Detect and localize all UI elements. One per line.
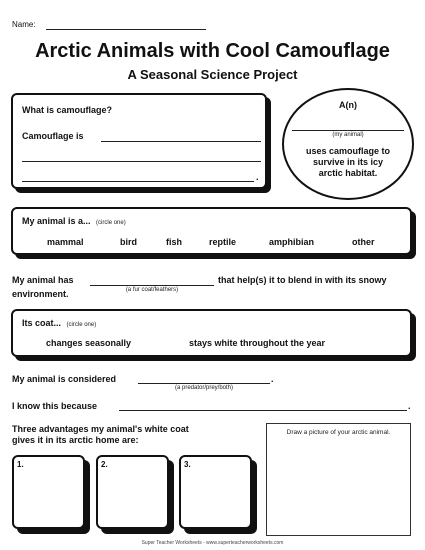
advantages-line-1: Three advantages my animal's white coat: [12, 424, 189, 434]
page-subtitle: A Seasonal Science Project: [127, 67, 298, 82]
drawing-box[interactable]: [266, 423, 411, 536]
considered-hint: (a predator/prey/both): [174, 385, 234, 391]
coat-type-line[interactable]: [90, 285, 214, 286]
option-fish[interactable]: fish: [166, 237, 183, 247]
coat-type-hint: (a fur coat/feathers): [125, 287, 179, 293]
animal-oval: [282, 88, 414, 200]
coat-hint: (circle one): [66, 322, 97, 328]
page-title: Arctic Animals with Cool Camouflage: [35, 40, 390, 62]
camouflage-line-3[interactable]: [22, 181, 254, 182]
animal-type-hint: (circle one): [96, 220, 126, 226]
oval-text-line-2: survive in its icy: [312, 157, 384, 167]
name-line[interactable]: [46, 29, 206, 30]
camouflage-box: [11, 93, 267, 189]
advantages-prompt: [12, 424, 189, 446]
camouflage-line-1[interactable]: [101, 141, 261, 142]
camouflage-line-2[interactable]: [22, 161, 261, 162]
camouflage-prompt: Camouflage is: [22, 131, 84, 141]
advantage-box-3[interactable]: [179, 455, 252, 529]
coat-box: [11, 309, 412, 357]
animal-name-line[interactable]: [292, 130, 404, 131]
advantage-box-1[interactable]: [12, 455, 85, 529]
advantage-number-1: 1.: [17, 460, 24, 469]
advantages-line-2: gives it in its arctic home are:: [12, 435, 139, 445]
drawing-box-label: Draw a picture of your arctic animal.: [286, 429, 391, 436]
advantage-box-2[interactable]: [96, 455, 169, 529]
option-bird[interactable]: bird: [120, 237, 137, 247]
coat-sentence-line-2: environment.: [12, 289, 69, 299]
name-label: Name:: [12, 20, 36, 29]
coat-sentence-end: that help(s) it to blend in with its snowy: [218, 275, 387, 285]
coat-sentence-start: My animal has: [12, 275, 74, 285]
oval-text-line-3: arctic habitat.: [318, 168, 378, 178]
because-text: I know this because: [12, 401, 98, 411]
animal-type-box: [11, 207, 412, 255]
footer-text: Super Teacher Worksheets - www.superteacherworksheets.com: [141, 540, 284, 546]
oval-heading: A(n): [339, 100, 357, 110]
because-period: .: [408, 401, 411, 411]
option-reptile[interactable]: reptile: [209, 237, 237, 247]
considered-period: .: [271, 374, 274, 384]
oval-sub-label: (my animal): [332, 132, 364, 138]
considered-line[interactable]: [138, 383, 270, 384]
animal-type-prompt-row: [22, 216, 126, 226]
coat-prompt: Its coat...: [22, 318, 62, 328]
advantage-number-3: 3.: [184, 460, 191, 469]
coat-prompt-row: [22, 318, 96, 328]
camouflage-question: What is camouflage?: [22, 105, 113, 115]
because-line[interactable]: [119, 410, 407, 411]
option-mammal[interactable]: mammal: [47, 237, 84, 247]
advantage-number-2: 2.: [101, 460, 108, 469]
option-changes-seasonally[interactable]: changes seasonally: [46, 338, 132, 348]
animal-type-prompt: My animal is a...: [22, 216, 91, 226]
option-amphibian[interactable]: amphibian: [269, 237, 315, 247]
oval-text: [284, 146, 412, 179]
option-stays-white[interactable]: stays white throughout the year: [189, 338, 326, 348]
considered-text: My animal is considered: [12, 374, 117, 384]
option-other[interactable]: other: [352, 237, 375, 247]
camouflage-period: .: [256, 172, 259, 182]
oval-text-line-1: uses camouflage to: [305, 146, 391, 156]
